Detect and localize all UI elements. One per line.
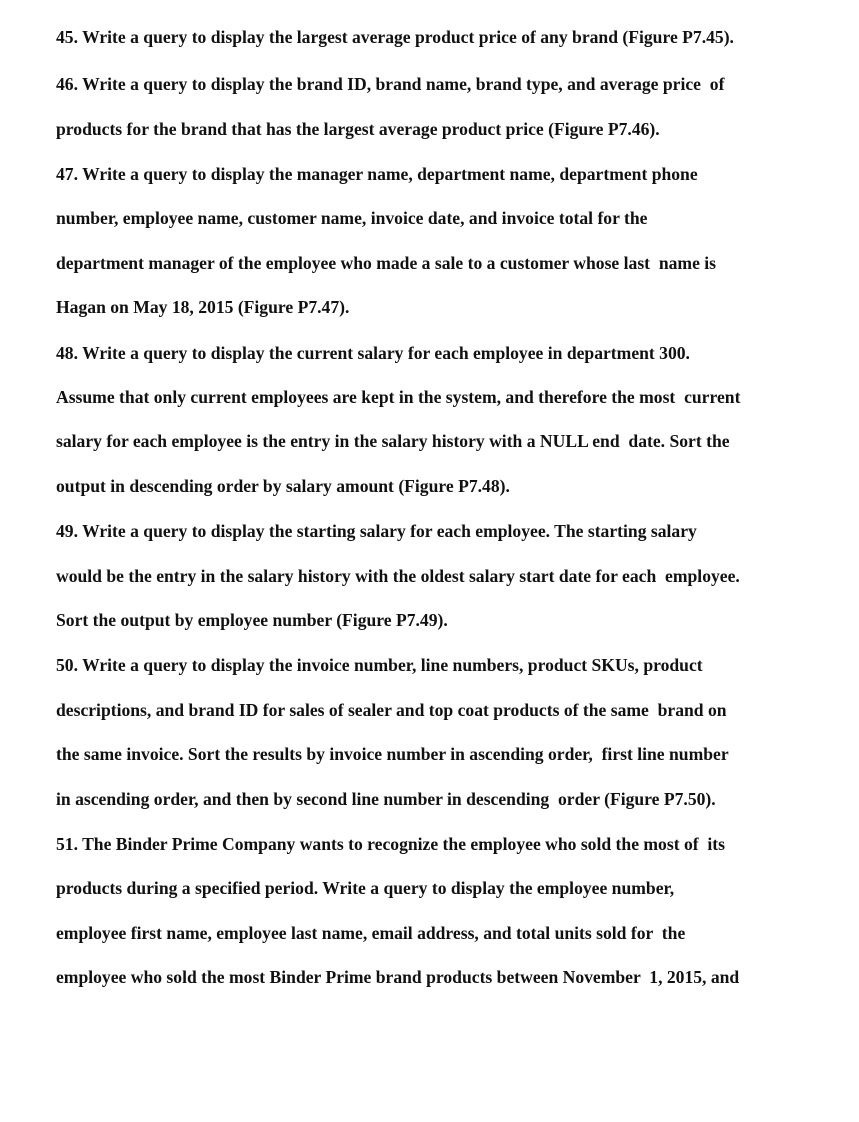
text-line: Hagan on May 18, 2015 (Figure P7.47).	[56, 297, 350, 317]
text-line: 46. Write a query to display the brand ID, brand name, brand type, and average price of	[56, 74, 725, 94]
text-line: 50. Write a query to display the invoice number, line numbers, product SKUs, product	[56, 655, 703, 675]
text-line: in ascending order, and then by second line number in descending order (Figure P7.50).	[56, 789, 716, 809]
text-line: Assume that only current employees are kept in the system, and therefore the most current	[56, 387, 741, 407]
text-line: products for the brand that has the largest average product price (Figure P7.46).	[56, 119, 660, 139]
text-line: salary for each employee is the entry in the salary history with a NULL end date. Sort the	[56, 431, 730, 451]
text-line: 47. Write a query to display the manager name, department name, department phone	[56, 164, 698, 184]
text-line: Sort the output by employee number (Figure P7.49).	[56, 610, 448, 630]
text-line: employee first name, employee last name, email address, and total units sold for the	[56, 923, 686, 943]
text-line: descriptions, and brand ID for sales of sealer and top coat products of the same brand on	[56, 700, 727, 720]
text-line: number, employee name, customer name, invoice date, and invoice total for the	[56, 208, 648, 228]
text-line: employee who sold the most Binder Prime brand products between November 1, 2015, and	[56, 967, 740, 987]
text-line: the same invoice. Sort the results by invoice number in ascending order, first line number	[56, 744, 729, 764]
text-line: department manager of the employee who made a sale to a customer whose last name is	[56, 253, 717, 273]
text-line: 45. Write a query to display the largest average product price of any brand (Figure P7.45).	[56, 27, 734, 47]
text-line: products during a specified period. Write a query to display the employee number,	[56, 878, 675, 898]
text-line: 51. The Binder Prime Company wants to recognize the employee who sold the most of its	[56, 834, 726, 854]
text-line: 48. Write a query to display the current salary for each employee in department 300.	[56, 343, 690, 363]
text-line: would be the entry in the salary history with the oldest salary start date for each employee.	[56, 566, 740, 586]
text-line: output in descending order by salary amount (Figure P7.48).	[56, 476, 510, 496]
text-line: 49. Write a query to display the starting salary for each employee. The starting salary	[56, 521, 697, 541]
